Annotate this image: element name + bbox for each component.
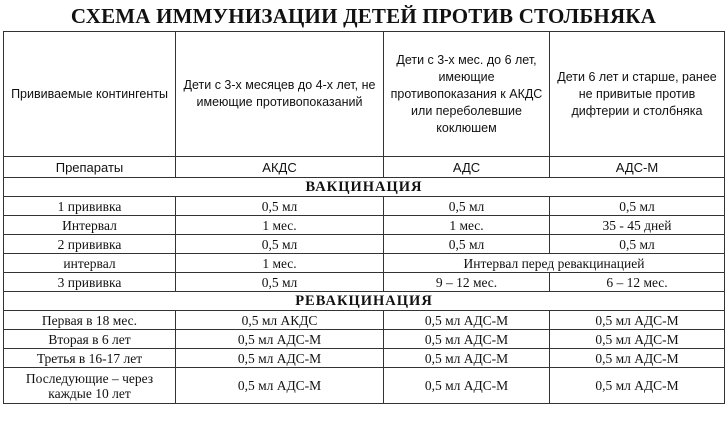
table-cell: 0,5 мл АДС-М <box>550 330 725 349</box>
header-children-contraindicated: Дети с 3-х мес. до 6 лет, имеющие противопоказания к АКДС или переболевшие коклюшем <box>384 32 550 157</box>
table-cell: 0,5 мл <box>176 197 384 216</box>
row-label: Препараты <box>4 157 176 178</box>
table-cell: 9 – 12 мес. <box>384 273 550 292</box>
table-cell: 0,5 мл АДС-М <box>384 368 550 404</box>
header-contingents: Прививаемые контингенты <box>4 32 176 157</box>
row-label: Последующие – через каждые 10 лет <box>4 368 176 404</box>
table-row <box>4 349 725 368</box>
table-cell: 0,5 мл АКДС <box>176 311 384 330</box>
table-cell: 0,5 мл АДС-М <box>176 368 384 404</box>
table-row <box>4 235 725 254</box>
table-row <box>4 216 725 235</box>
section-row-vaccination <box>4 178 725 197</box>
document-title: СХЕМА ИММУНИЗАЦИИ ДЕТЕЙ ПРОТИВ СТОЛБНЯКА <box>70 4 657 28</box>
table-cell: АДС-М <box>550 157 725 178</box>
table-cell: 6 – 12 мес. <box>550 273 725 292</box>
row-label: Интервал <box>4 216 176 235</box>
table-cell: 0,5 мл <box>384 235 550 254</box>
table-cell: АКДС <box>176 157 384 178</box>
table-row <box>4 311 725 330</box>
table-cell: 0,5 мл <box>384 197 550 216</box>
header-children-6y-plus: Дети 6 лет и старше, ранее не привитые против дифтерии и столбняка <box>550 32 725 157</box>
row-label: 1 прививка <box>4 197 176 216</box>
row-label: 3 прививка <box>4 273 176 292</box>
preparations-row <box>4 157 725 178</box>
table-cell: АДС <box>384 157 550 178</box>
table-cell: 0,5 мл АДС-М <box>176 349 384 368</box>
table-row <box>4 330 725 349</box>
table-cell: 0,5 мл АДС-М <box>384 330 550 349</box>
table-cell: 0,5 мл АДС-М <box>384 311 550 330</box>
row-label: 2 прививка <box>4 235 176 254</box>
table-cell: 0,5 мл АДС-М <box>550 311 725 330</box>
table-cell: 1 мес. <box>384 216 550 235</box>
table-cell: 0,5 мл <box>550 235 725 254</box>
row-label: интервал <box>4 254 176 273</box>
table-cell: 0,5 мл АДС-М <box>550 368 725 404</box>
immunization-schedule-table <box>3 31 725 404</box>
table-cell: 0,5 мл <box>176 273 384 292</box>
table-row <box>4 273 725 292</box>
table-cell: 0,5 мл АДС-М <box>176 330 384 349</box>
header-children-3m-4y: Дети с 3-х месяцев до 4-х лет, не имеющие противопоказаний <box>176 32 384 157</box>
section-heading-revaccination: РЕВАКЦИНАЦИЯ <box>4 292 725 311</box>
table-cell: 0,5 мл <box>550 197 725 216</box>
section-heading-vaccination: ВАКЦИНАЦИЯ <box>4 178 725 197</box>
merged-cell-interval-before-revaccination: Интервал перед ревакцинацией <box>384 254 725 273</box>
table-row <box>4 368 725 404</box>
table-cell: 1 мес. <box>176 254 384 273</box>
table-cell: 0,5 мл АДС-М <box>550 349 725 368</box>
table-cell: 1 мес. <box>176 216 384 235</box>
section-row-revaccination <box>4 292 725 311</box>
table-cell: 0,5 мл АДС-М <box>384 349 550 368</box>
row-label: Третья в 16-17 лет <box>4 349 176 368</box>
table-row <box>4 197 725 216</box>
table-cell: 0,5 мл <box>176 235 384 254</box>
header-row <box>4 32 725 157</box>
row-label: Вторая в 6 лет <box>4 330 176 349</box>
row-label: Первая в 18 мес. <box>4 311 176 330</box>
table-cell: 35 - 45 дней <box>550 216 725 235</box>
table-row <box>4 254 725 273</box>
